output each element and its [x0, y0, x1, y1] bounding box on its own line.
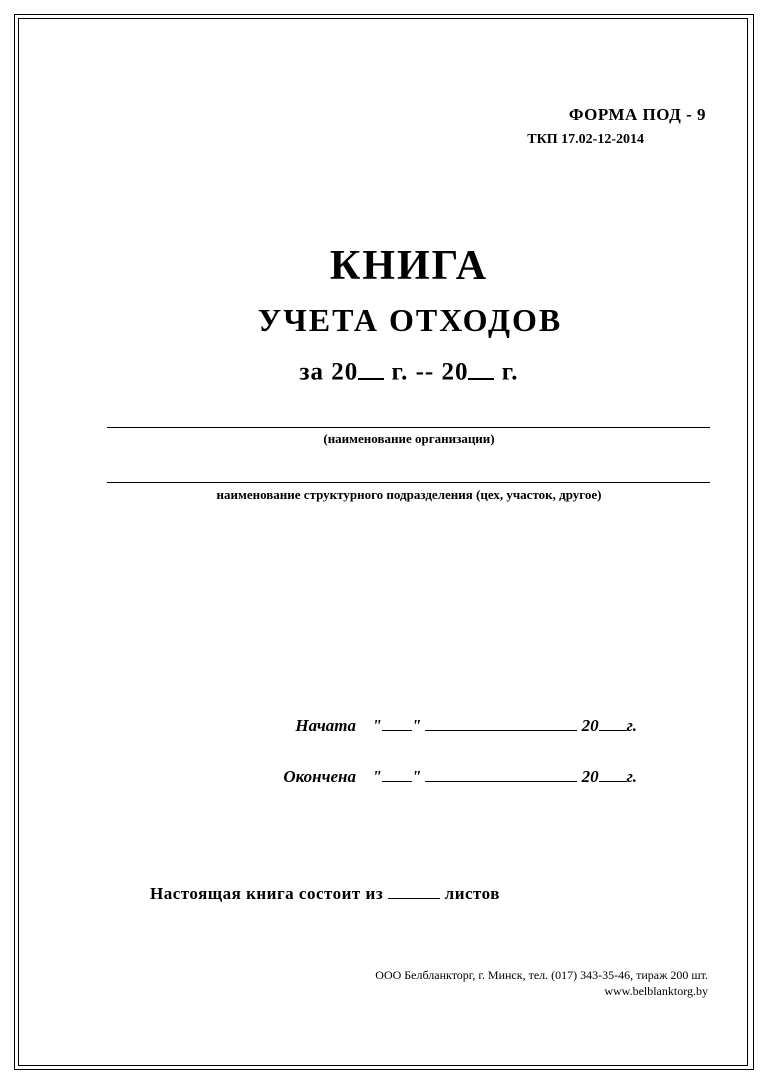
start-year-prefix: 20	[581, 716, 599, 735]
start-date-row	[260, 716, 637, 736]
start-year-suffix: г.	[626, 716, 637, 735]
year-end-blank[interactable]	[468, 355, 494, 380]
sheet-count-suffix: листов	[444, 884, 500, 903]
book-title: КНИГА	[329, 243, 489, 289]
start-day-blank[interactable]	[382, 716, 412, 731]
quote-mark: "	[372, 716, 382, 735]
organization-name-line[interactable]	[107, 427, 710, 428]
sheet-count-blank[interactable]	[388, 884, 440, 899]
period-suffix: г.	[501, 358, 519, 386]
start-date-label: Начата	[295, 716, 356, 735]
publisher-info: ООО Белбланкторг, г. Минск, тел. (017) 343-35-46, тираж 200 шт.	[375, 968, 708, 982]
end-year-suffix: г.	[626, 767, 637, 786]
form-code: ФОРМА ПОД - 9	[568, 105, 706, 124]
end-year-prefix: 20	[581, 767, 599, 786]
subdivision-name-line[interactable]	[107, 482, 710, 483]
organization-caption: (наименование организации)	[323, 431, 495, 446]
end-day-blank[interactable]	[382, 767, 412, 782]
quote-mark: "	[372, 767, 382, 786]
book-subtitle: УЧЕТА ОТХОДОВ	[257, 302, 563, 338]
sheet-count-line	[150, 884, 500, 904]
end-month-blank[interactable]	[425, 767, 577, 782]
end-date-label: Окончена	[283, 767, 356, 786]
start-year-blank[interactable]	[599, 716, 627, 731]
quote-mark: "	[411, 716, 422, 735]
quote-mark: "	[411, 767, 422, 786]
period-line	[0, 355, 768, 387]
standard-code: ТКП 17.02-12-2014	[527, 132, 644, 147]
subdivision-caption: наименование структурного подразделения (цех, участок, другое)	[216, 487, 602, 502]
sheet-count-prefix: Настоящая книга состоит из	[150, 884, 384, 903]
period-mid: г. -- 20	[391, 358, 469, 386]
start-month-blank[interactable]	[425, 716, 577, 731]
year-start-blank[interactable]	[358, 355, 384, 380]
end-year-blank[interactable]	[599, 767, 627, 782]
end-date-row	[260, 767, 637, 787]
page-border-inner	[18, 18, 748, 1066]
period-prefix: за 20	[299, 358, 359, 386]
publisher-website: www.belblanktorg.by	[604, 984, 708, 998]
